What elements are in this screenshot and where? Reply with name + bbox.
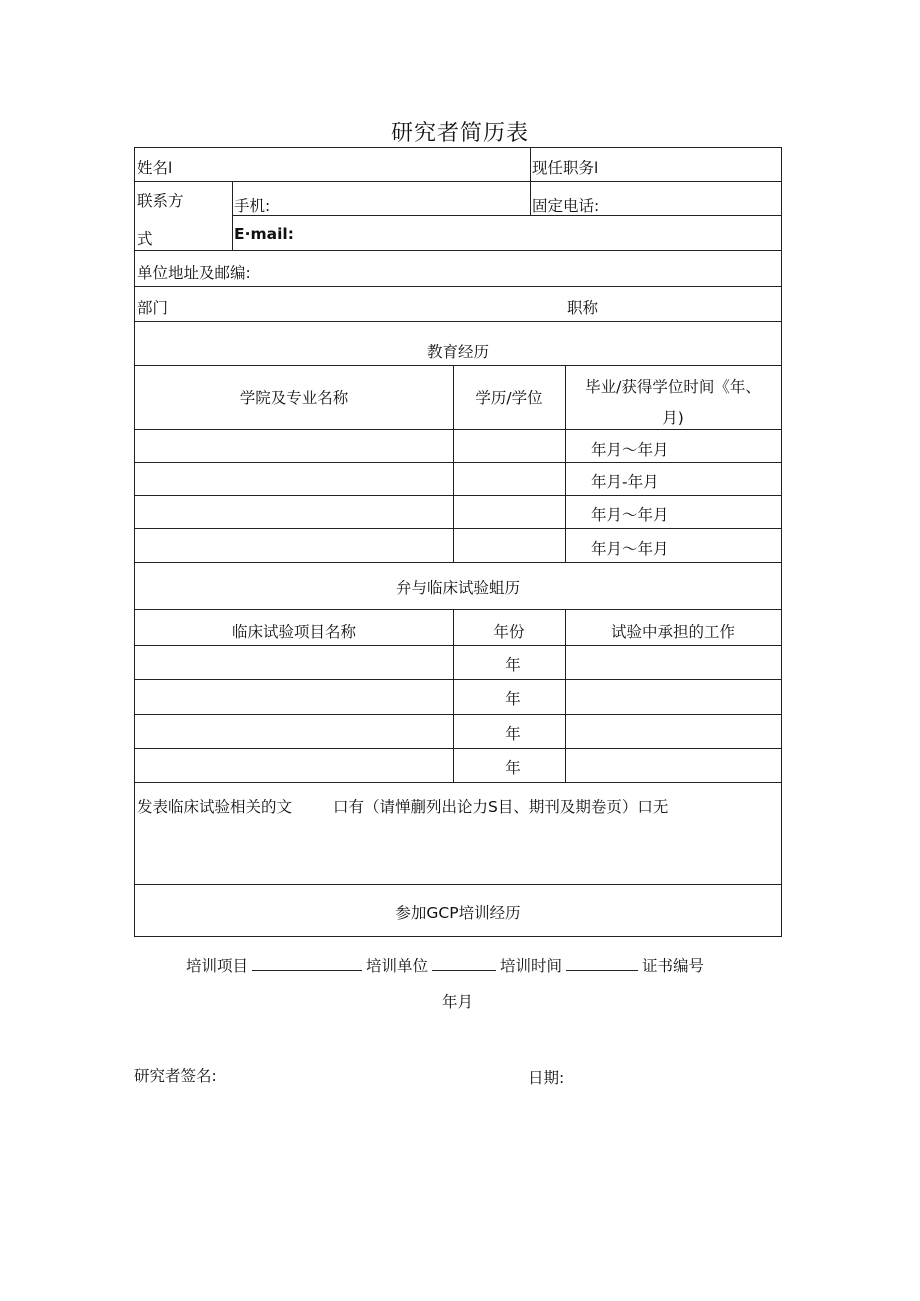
trials-heading: 弁与临床试验蛆历 (395, 579, 520, 597)
gcp-field-cert: 证书编号 (642, 957, 705, 975)
row-divider (232, 215, 781, 216)
resume-form (134, 147, 782, 937)
education-period: 年月～年月 (591, 441, 669, 459)
gcp-training-fields (186, 956, 704, 976)
signature-label: 研究者签名: (134, 1067, 217, 1085)
gcp-heading: 参加GCP培训经历 (395, 904, 521, 922)
page-title: 研究者简历表 (390, 121, 529, 146)
contact-label-line2: 式 (137, 230, 153, 248)
education-heading: 教育经历 (426, 343, 489, 361)
email-label: E·mail: (234, 225, 294, 243)
row-divider (135, 462, 781, 463)
row-divider (135, 884, 781, 885)
education-col-school: 学院及专业名称 (239, 389, 349, 407)
blank-line (566, 956, 638, 971)
position-label: 现任职务l (532, 159, 599, 177)
mobile-label: 手机: (234, 197, 271, 215)
gcp-field-unit: 培训单位 (366, 957, 429, 975)
row-divider (135, 782, 781, 783)
trials-col-name: 临床试验项目名称 (231, 623, 356, 641)
education-col-date-line1: 毕业/获得学位时间《年、 (585, 378, 761, 396)
blank-line (252, 956, 362, 971)
department-label: 部门 (137, 299, 169, 317)
publications-label: 发表临床试验相关的文 (137, 798, 293, 816)
name-label: 姓名l (137, 159, 173, 177)
col-divider (530, 148, 531, 181)
row-divider (135, 321, 781, 322)
education-period: 年月-年月 (591, 473, 659, 491)
trials-col-role: 试验中承担的工作 (610, 623, 735, 641)
trials-year: 年 (505, 690, 521, 708)
row-divider (135, 495, 781, 496)
col-divider (232, 181, 233, 250)
row-divider (135, 748, 781, 749)
job-title-label: 职称 (567, 299, 599, 317)
row-divider (135, 562, 781, 563)
col-divider (530, 181, 531, 215)
trials-col-year: 年份 (493, 623, 525, 641)
row-divider (135, 609, 781, 610)
row-divider (135, 365, 781, 366)
row-divider (135, 714, 781, 715)
blank-line (432, 956, 496, 971)
education-col-degree: 学历/学位 (475, 389, 543, 407)
row-divider (135, 645, 781, 646)
landline-label: 固定电话: (532, 197, 600, 215)
education-period: 年月～年月 (591, 540, 669, 558)
education-period: 年月～年月 (591, 506, 669, 524)
row-divider (135, 528, 781, 529)
gcp-field-time: 培训时间 (500, 957, 563, 975)
row-divider (135, 429, 781, 430)
trials-year: 年 (505, 656, 521, 674)
publications-options: 口有（请惮蒯列出论力S目、期刊及期卷页）口无 (333, 798, 669, 816)
trials-year: 年 (505, 725, 521, 743)
education-col-date-line2: 月) (662, 409, 684, 427)
date-label: 日期: (528, 1069, 565, 1087)
row-divider (135, 679, 781, 680)
gcp-field-project: 培训项目 (186, 957, 249, 975)
trials-year: 年 (505, 759, 521, 777)
gcp-date: 年月 (442, 993, 474, 1011)
row-divider (135, 250, 781, 251)
contact-label-line1: 联系方 (137, 192, 184, 210)
row-divider (135, 286, 781, 287)
address-label: 单位地址及邮编: (137, 264, 251, 282)
